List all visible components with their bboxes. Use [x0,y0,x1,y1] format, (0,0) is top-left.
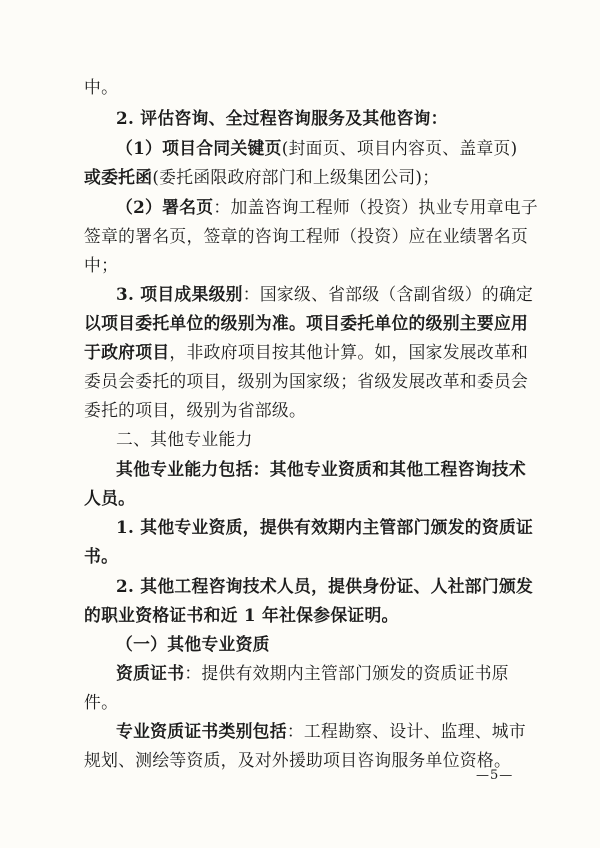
text-line: 于政府项目，非政府项目按其他计算。如，国家发展改革和 [84,342,529,362]
text-line: 2. 其他工程咨询技术人员，提供身份证、人社部门颁发 [116,576,534,596]
text-line: 专业资质证书类别包括：工程勘察、设计、监理、城市 [116,721,526,741]
text-line: 书。 [84,546,119,566]
text-line: 签章的署名页，签章的咨询工程师（投资）应在业绩署名页 [84,226,529,246]
section-heading: （一）其他专业资质 [116,634,270,654]
text-line: 资质证书：提供有效期内主管部门颁发的资质证书原 [116,663,509,683]
page-number: —5— [476,768,514,783]
section-heading: 2. 评估咨询、全过程咨询服务及其他咨询： [116,108,448,128]
text-line: （1）项目合同关键页(封面页、项目内容页、盖章页) [116,138,518,158]
text-line: 1. 其他专业资质，提供有效期内主管部门颁发的资质证 [116,517,534,537]
text-line: 规划、测绘等资质，及对外援助项目咨询服务单位资格。 [84,750,512,770]
text-line: 以项目委托单位的级别为准。项目委托单位的级别主要应用 [84,313,529,333]
text-line: 其他专业能力包括：其他专业资质和其他工程咨询技术 [116,459,526,479]
text-line: 的职业资格证书和近 1 年社保参保证明。 [84,605,399,625]
text-line: 中； [84,255,119,275]
section-heading: 二、其他专业能力 [116,429,253,449]
text-line: 委托的项目，级别为省部级。 [84,400,307,420]
text-line: 3. 项目成果级别：国家级、省部级（含副省级）的确定 [116,284,534,304]
text-line: 中。 [84,77,119,97]
text-line: 人员。 [84,488,136,508]
text-line: （2）署名页：加盖咨询工程师（投资）执业专用章电子 [116,197,538,217]
text-line: 委员会委托的项目，级别为国家级；省级发展改革和委员会 [84,371,529,391]
text-line: 件。 [84,692,119,712]
text-line: 或委托函(委托函限政府部门和上级集团公司)； [84,167,440,187]
